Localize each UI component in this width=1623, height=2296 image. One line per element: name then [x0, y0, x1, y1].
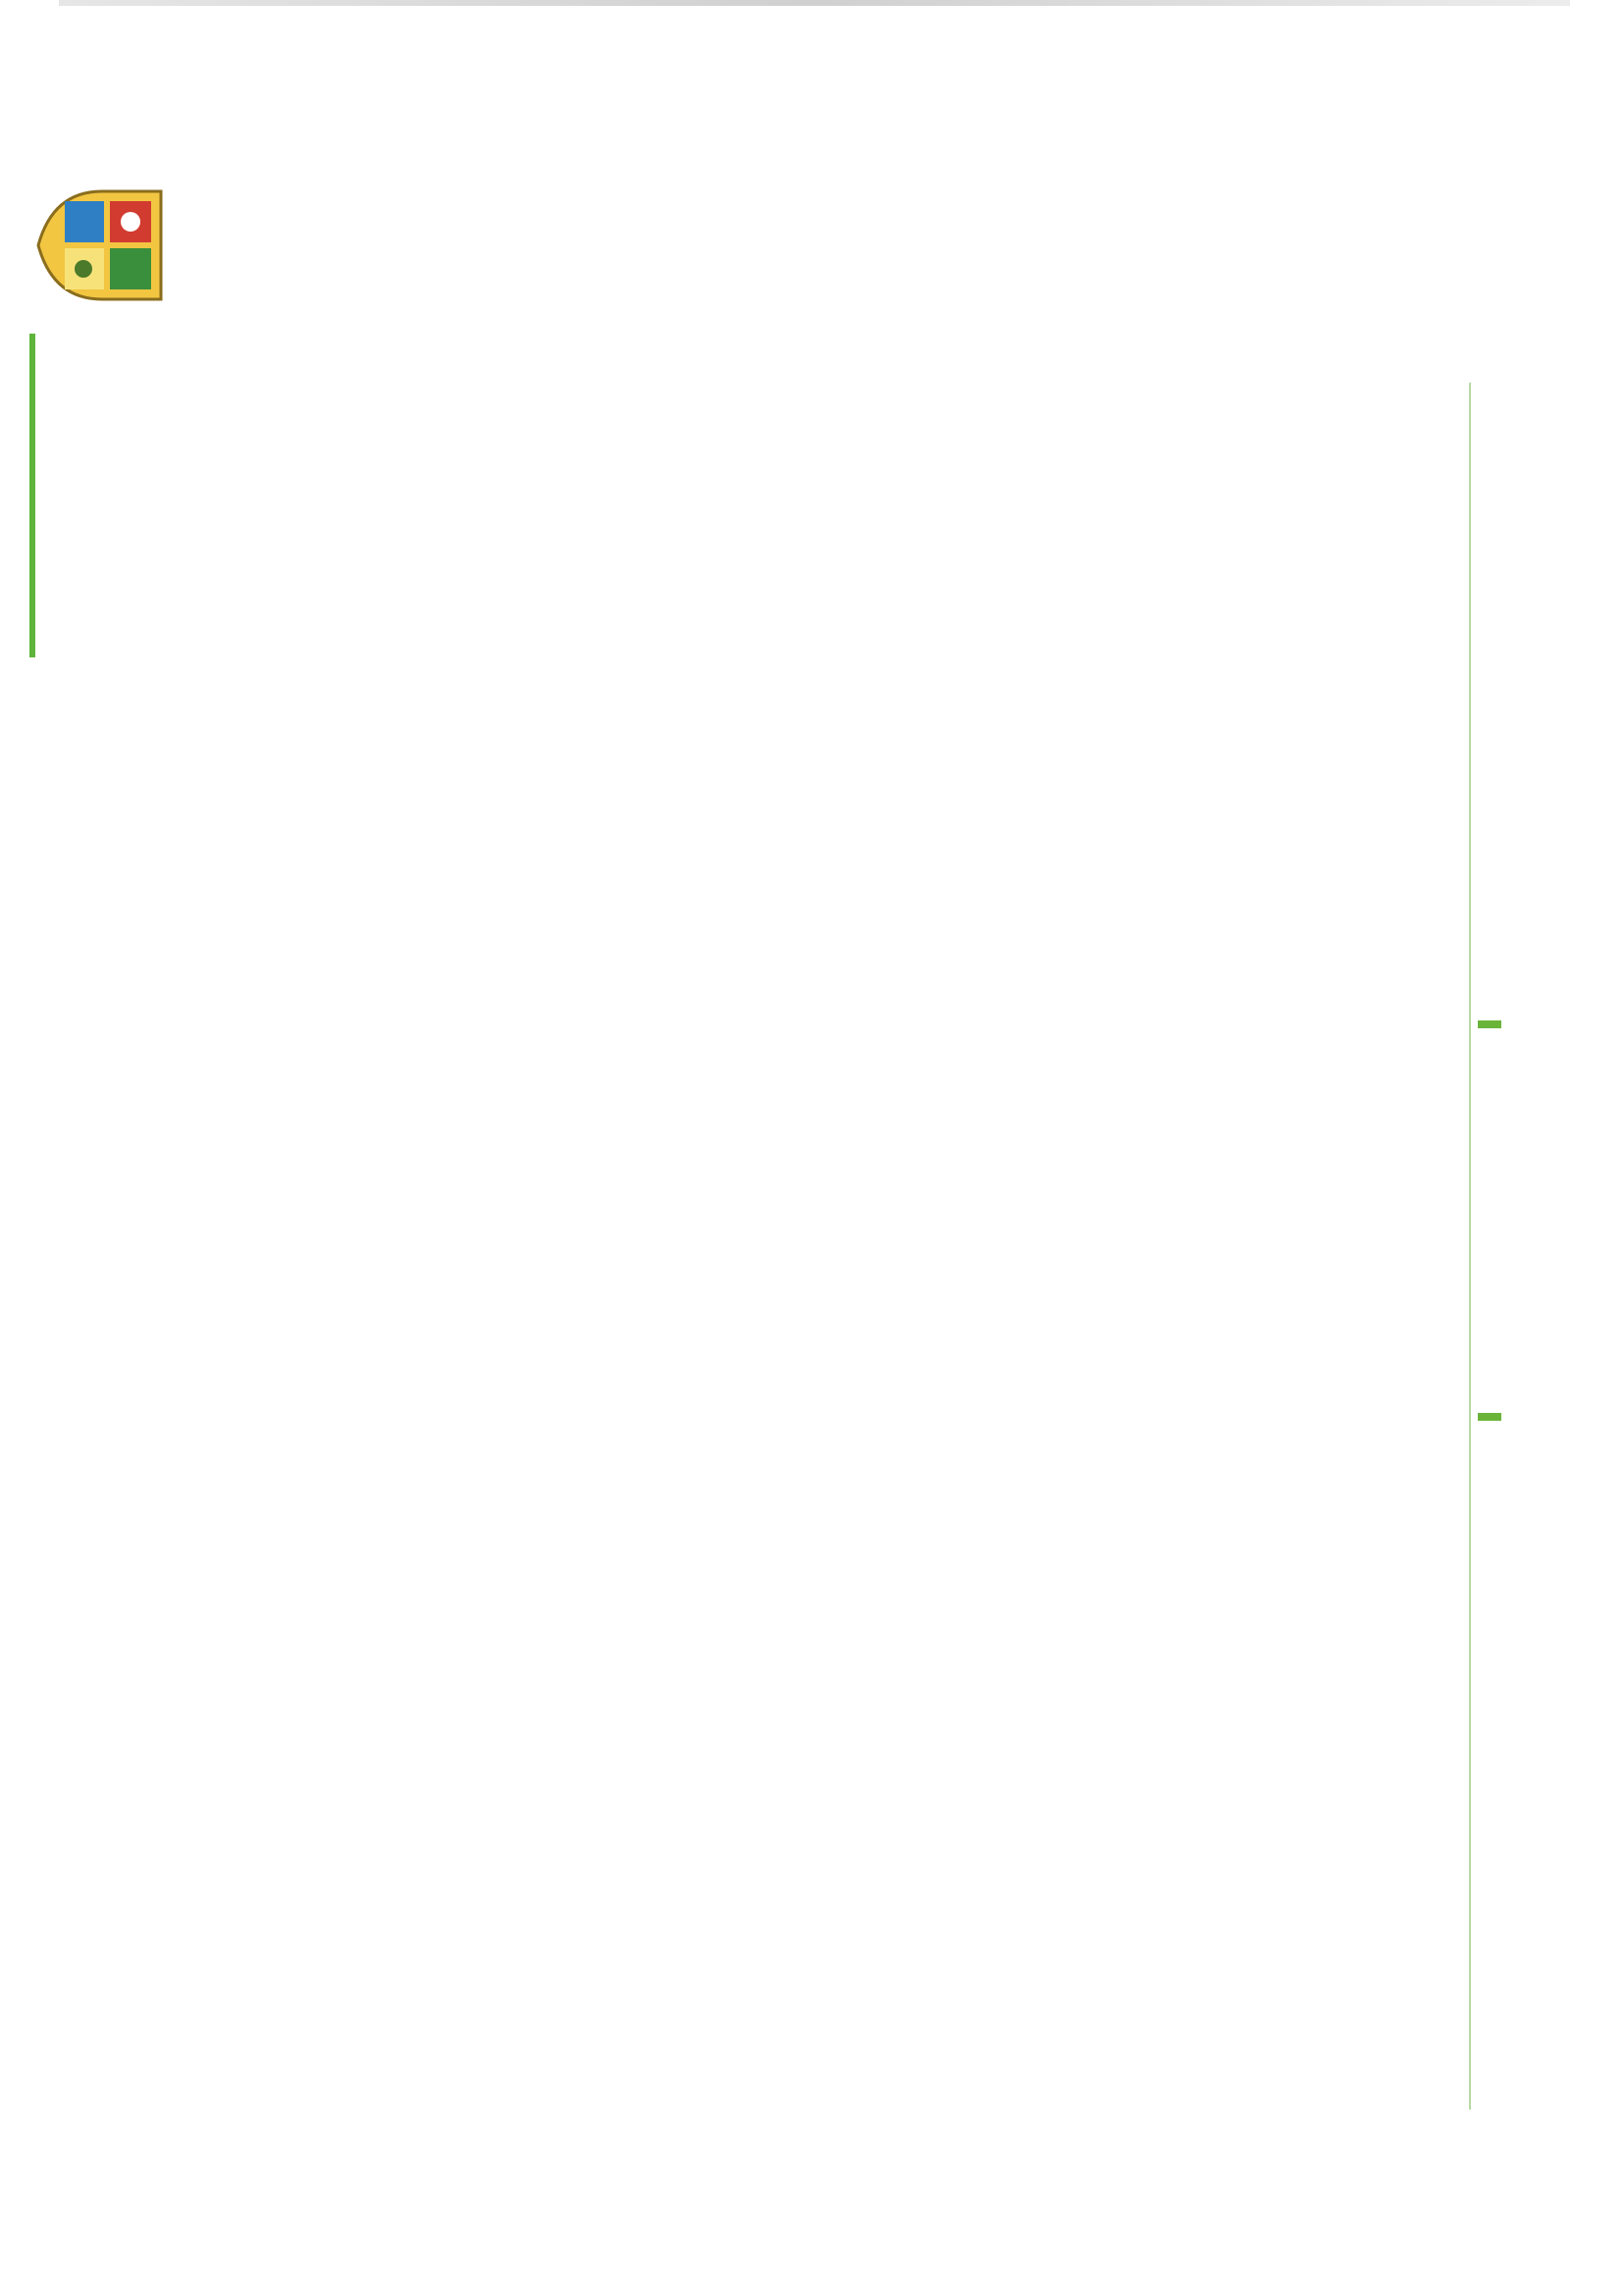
logo-underline [29, 334, 35, 657]
prefecture-logo [19, 172, 181, 682]
footer-rule [1469, 383, 1471, 2110]
footer-separator [1478, 1413, 1501, 1421]
footer-separator [1478, 1020, 1501, 1028]
footer [1466, 373, 1505, 2296]
coat-of-arms-icon [33, 172, 181, 319]
